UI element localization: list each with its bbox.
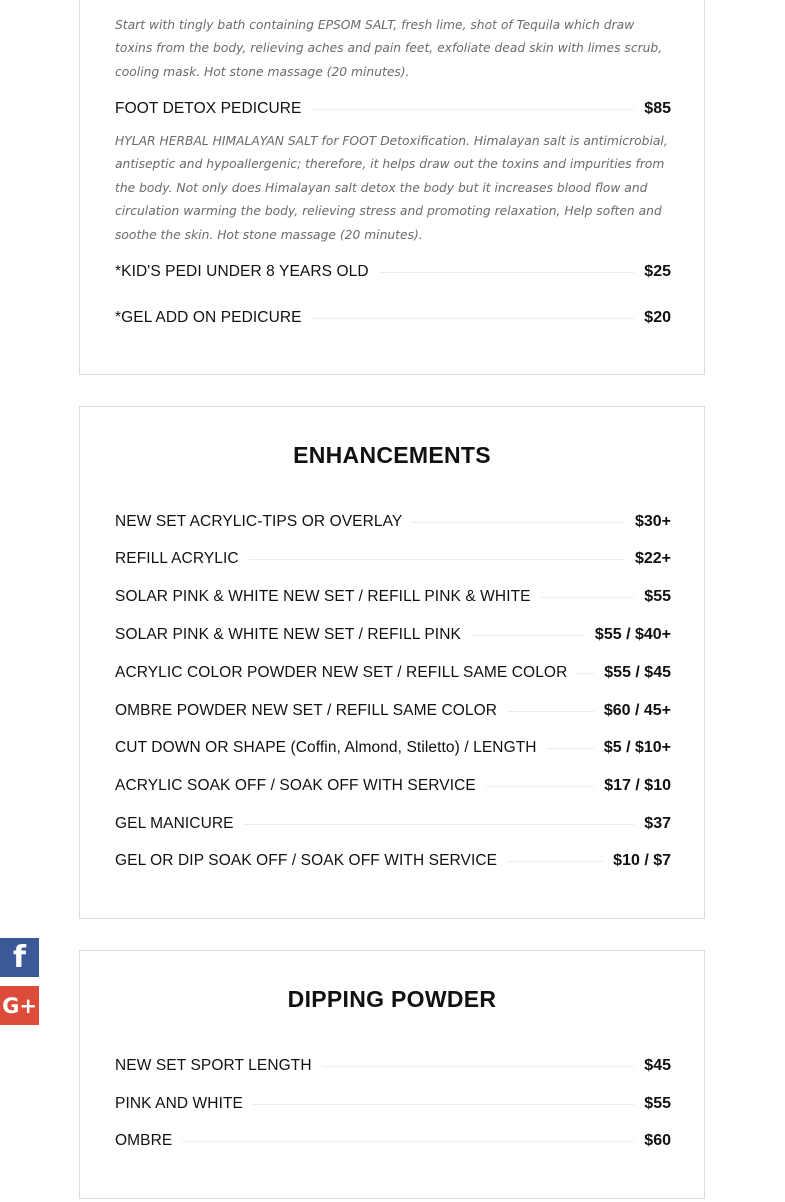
menu-item-name: FOOT DETOX PEDICURE: [115, 100, 302, 117]
menu-item: [115, 737, 671, 759]
menu-item-name: OMBRE POWDER NEW SET / REFILL SAME COLOR: [115, 702, 498, 719]
menu-item: [115, 850, 671, 872]
menu-item: [115, 586, 671, 608]
menu-item: [115, 307, 671, 329]
menu-item-price: $5 / $10+: [603, 739, 671, 756]
menu-item-name: CUT DOWN OR SHAPE (Coffin, Almond, Stiletto) / LENGTH: [115, 739, 537, 756]
leader-line: [471, 635, 585, 636]
googleplus-share-button[interactable]: [0, 986, 39, 1025]
menu-item-price: $60: [644, 1132, 671, 1149]
section-title: ENHANCEMENTS: [293, 442, 491, 468]
menu-item-name: OMBRE: [115, 1132, 173, 1149]
leader-line: [312, 109, 635, 110]
menu-item-name: *GEL ADD ON PEDICURE: [115, 309, 302, 326]
menu-item-name: NEW SET SPORT LENGTH: [115, 1057, 312, 1074]
menu-item-price: $25: [644, 263, 671, 280]
menu-item: [115, 662, 671, 684]
menu-item-price: $55 / $45: [604, 664, 671, 681]
facebook-share-button[interactable]: [0, 938, 39, 977]
menu-item-name: REFILL ACRYLIC: [115, 550, 239, 567]
menu-item: [115, 1055, 671, 1077]
menu-item: [115, 511, 671, 533]
menu-item-name: GEL OR DIP SOAK OFF / SOAK OFF WITH SERVICE: [115, 852, 498, 869]
leader-line: [507, 861, 603, 862]
menu-item-price: $10 / $7: [613, 852, 671, 869]
enhancements-card: [79, 406, 705, 919]
menu-item-price: $85: [644, 100, 671, 117]
menu-item-price: $45: [644, 1057, 671, 1074]
menu-item-name: SOLAR PINK & WHITE NEW SET / REFILL PINK: [115, 626, 461, 643]
menu-item-name: *KID'S PEDI UNDER 8 YEARS OLD: [115, 263, 369, 280]
menu-item-name: GEL MANICURE: [115, 815, 234, 832]
leader-line: [541, 597, 635, 598]
leader-line: [486, 786, 594, 787]
menu-item-name: PINK AND WHITE: [115, 1095, 243, 1112]
pedicure-intro-description: Start with tingly bath containing EPSOM SALT, fresh lime, shot of Tequila which draw toxins from the body, relieving aches and pain feet, exfoliate dead skin with limes scrub, cooling mask. Hot stone massage (20 minutes).: [115, 18, 663, 79]
menu-item-price: $55: [644, 588, 671, 605]
menu-item: [115, 624, 671, 646]
menu-item: [115, 813, 671, 835]
menu-item: [115, 548, 671, 570]
leader-line: [249, 559, 625, 560]
leader-line: [253, 1104, 634, 1105]
menu-item-price: $30+: [634, 513, 671, 530]
menu-item-description: HYLAR HERBAL HIMALAYAN SALT for FOOT Detoxification. Himalayan salt is antimicrobial, antiseptic and hypoallergenic; therefore, it helps draw out the toxins and impurities from the body. Not only does Himalayan salt detox the body but it increases blood flow and circulation warming the body, relieving stress and promoting relaxation, Help soften and soothe the skin. Hot stone massage (20 minutes).: [115, 134, 668, 242]
menu-item-price: $22+: [634, 550, 671, 567]
menu-item-price: $55: [644, 1095, 671, 1112]
pedicure-card: [79, 0, 705, 375]
leader-line: [182, 1141, 634, 1142]
section-title: DIPPING POWDER: [287, 986, 497, 1012]
menu-item-price: $20: [644, 309, 671, 326]
googleplus-icon: G+: [2, 993, 37, 1018]
menu-item-price: $55 / $40+: [594, 626, 671, 643]
leader-line: [244, 824, 635, 825]
dipping-powder-card: [79, 950, 705, 1199]
menu-item: [115, 261, 671, 283]
menu-item: [115, 700, 671, 722]
leader-line: [577, 673, 594, 674]
leader-line: [547, 748, 594, 749]
menu-item: [115, 1130, 671, 1152]
menu-item: [115, 98, 671, 120]
menu-item: [115, 775, 671, 797]
leader-line: [379, 272, 635, 273]
menu-item-price: $37: [644, 815, 671, 832]
leader-line: [322, 1066, 635, 1067]
facebook-icon: f: [12, 940, 27, 975]
leader-line: [412, 522, 625, 523]
menu-item: [115, 1093, 671, 1115]
menu-item-name: SOLAR PINK & WHITE NEW SET / REFILL PINK & WHITE: [115, 588, 531, 605]
menu-item-name: ACRYLIC SOAK OFF / SOAK OFF WITH SERVICE: [115, 777, 476, 794]
leader-line: [312, 318, 635, 319]
menu-item-name: ACRYLIC COLOR POWDER NEW SET / REFILL SAME COLOR: [115, 664, 568, 681]
menu-item-price: $60 / 45+: [603, 702, 671, 719]
menu-item-name: NEW SET ACRYLIC-TIPS OR OVERLAY: [115, 513, 403, 530]
leader-line: [507, 711, 594, 712]
menu-item-price: $17 / $10: [604, 777, 671, 794]
